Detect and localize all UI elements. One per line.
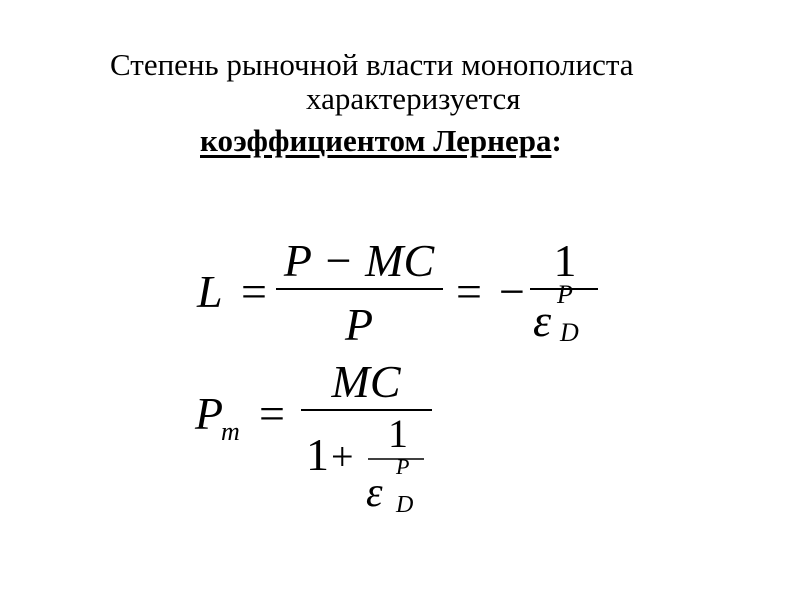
formula1-equals-1: = [241,266,267,317]
formula2-subscript: D [396,492,414,518]
formula2-lhs: P [195,388,224,439]
formula2-denominator-one: 1 [306,429,329,480]
heading-line-1: Степень рыночной власти монополиста [110,47,634,82]
formula2-superscript: P [396,454,410,479]
formula1-lhs: L [197,266,223,317]
formula1-minus: − [499,266,525,317]
formula2-plus: + [331,434,354,479]
formula1-denominator: P [344,299,374,350]
formula1-epsilon: ε [533,295,552,346]
formula2-equals: = [259,388,285,439]
lerner-formula [196,235,598,350]
heading-colon: : [551,123,562,158]
heading-line-2: характеризуется [306,81,521,116]
formula2-epsilon: ε [366,470,383,516]
formula1-one: 1 [553,235,577,286]
formula1-equals-2: = [456,266,482,317]
lerner-coefficient-term: коэффициентом Лернера [200,123,552,158]
formula1-subscript: D [560,318,579,347]
formula1-numerator: P − MC [283,235,435,286]
formula2-lhs-subscript: m [221,417,240,446]
formula1-superscript: P [557,280,573,309]
monopoly-price-formula [194,356,432,518]
formula2-numerator: MC [331,356,401,407]
formula2-inner-one: 1 [388,411,408,456]
